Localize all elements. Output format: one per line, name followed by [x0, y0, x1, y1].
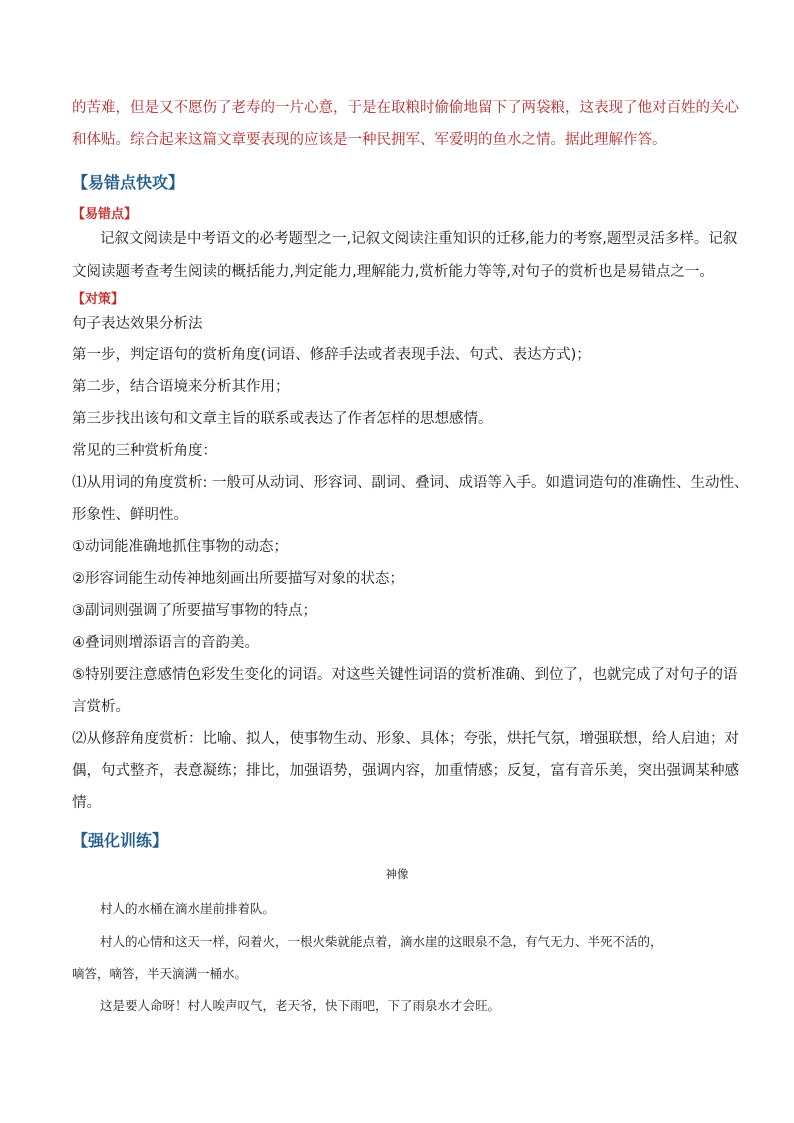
sub-point-5-line-2: 言赏析。	[72, 699, 130, 715]
story-paragraph-1: 村人的水桶在滴水崖前排着队。	[100, 901, 276, 916]
intro-line-2: 和体贴。综合起来这篇文章要表现的应该是一种民拥军、军爱明的鱼水之情。据此理解作答。	[72, 132, 667, 148]
point-1-line-2: 形象性、鲜明性。	[72, 507, 188, 523]
common-angles: 常见的三种赏析角度：	[72, 443, 217, 459]
strategy-heading: 【对策】	[72, 292, 125, 307]
error-paragraph-line-1: 记叙文阅读是中考语文的必考题型之一,记叙文阅读注重知识的迁移,能力的考察,题型灵活多样。记叙	[100, 231, 738, 247]
point-2-line-2: 偶，句式整齐，表意凝练；排比，加强语势，强调内容，加重情感；反复，富有音乐美，突出强调某种感	[72, 763, 739, 779]
story-paragraph-3: 这是要人命呀！村人唉声叹气，老天爷，快下雨吧，下了雨泉水才会旺。	[100, 998, 501, 1013]
error-sub-heading: 【易错点】	[72, 207, 138, 222]
sub-point-4: ④叠词则增添语言的音韵美。	[72, 635, 259, 651]
error-paragraph-line-2: 文阅读题考查考生阅读的概括能力,判定能力,理解能力,赏析能力等等,对句子的赏析也是易错点之一。	[72, 264, 714, 280]
error-section-heading: 【易错点快攻】	[72, 173, 185, 192]
step-3: 第三步找出该句和文章主旨的联系或表达了作者怎样的思想感情。	[72, 411, 493, 427]
sub-point-2: ②形容词能生动传神地刻画出所要描写对象的状态；	[72, 571, 404, 587]
step-1: 第一步，判定语句的赏析角度(词语、修辞手法或者表现手法、句式、表达方式)；	[72, 347, 591, 363]
training-heading: 【强化训练】	[72, 831, 169, 850]
story-paragraph-2-line-2: 嘀答，嘀答，半天滴满一桶水。	[72, 966, 248, 981]
step-2: 第二步，结合语境来分析其作用；	[72, 379, 290, 395]
story-paragraph-2-line-1: 村人的心情和这天一样，闷着火，一根火柴就能点着，滴水崖的这眼泉不急，有气无力、半死不活的，	[100, 934, 663, 949]
point-1-line-1: ⑴从用词的角度赏析: 一般可从动词、形容词、副词、叠词、成语等入手。如遣词造句的准确性、生动性、	[72, 475, 749, 491]
sub-point-3: ③副词则强调了所要描写事物的特点；	[72, 603, 317, 619]
method-title: 句子表达效果分析法	[72, 316, 203, 332]
sub-point-5-line-1: ⑤特别要注意感情色彩发生变化的词语。对这些关键性词语的赏析准确、到位了，也就完成了对句子的语	[72, 667, 738, 683]
point-2-line-1: ⑵从修辞角度赏析：比喻、拟人，使事物生动、形象、具体；夸张，烘托气氛，增强联想，给人启迪；对	[72, 731, 739, 747]
point-2-line-3: 情。	[72, 795, 101, 811]
intro-line-1: 的苦难，但是又不愿伤了老寿的一片心意，于是在取粮时偷偷地留下了两袋粮，这表现了他对百姓的关心	[72, 100, 739, 116]
sub-point-1: ①动词能准确地抓住事物的动态；	[72, 539, 288, 555]
story-title: 神像	[385, 867, 409, 881]
